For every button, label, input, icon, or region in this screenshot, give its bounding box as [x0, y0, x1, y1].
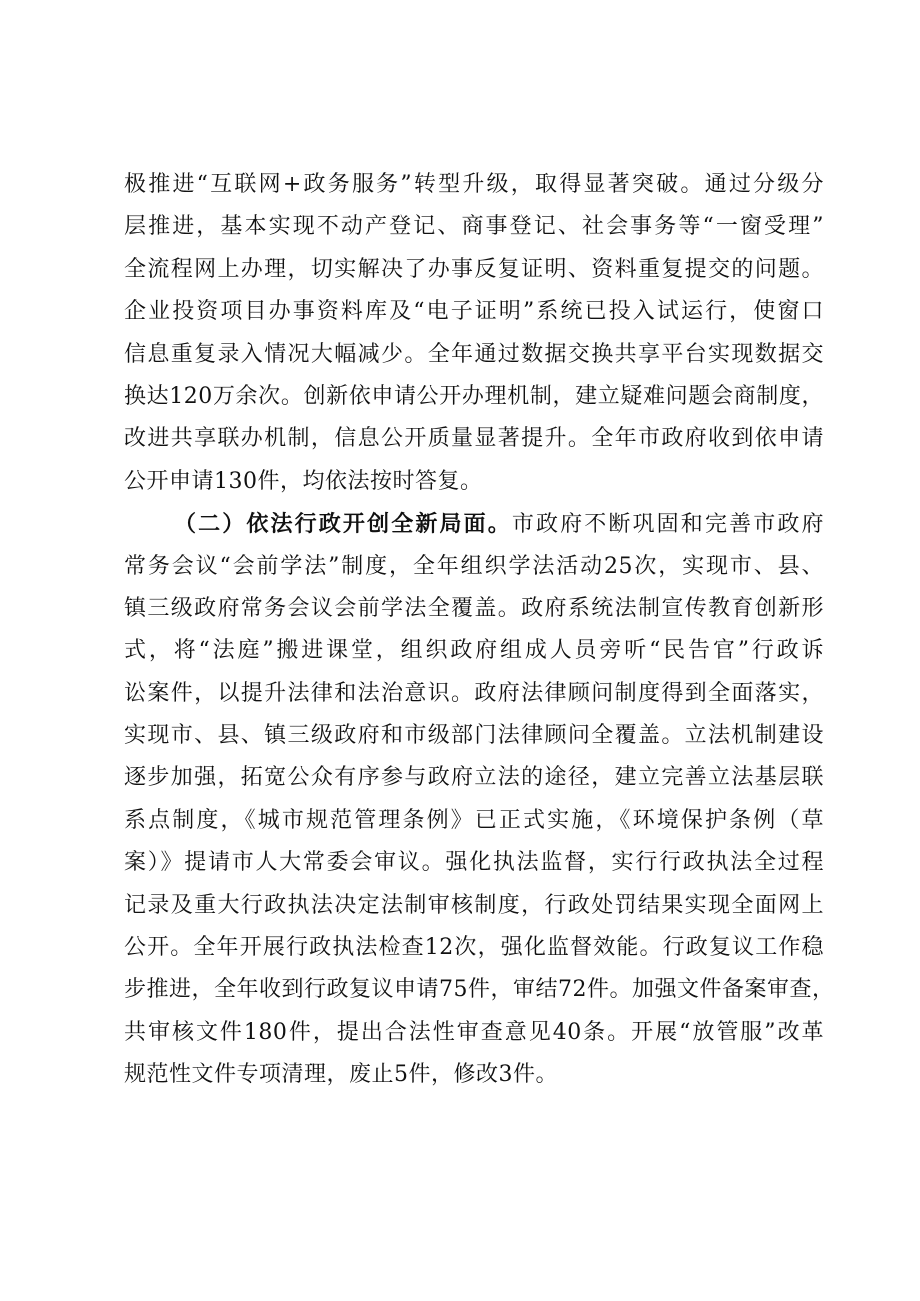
text-line: 规范性文件专项清理，废止5件，修改3件。 — [124, 1062, 558, 1088]
text-line: 共审核文件180件，提出合法性审查意见40条。开展“放管服”改革 — [124, 1019, 824, 1045]
text-line: 实现市、县、镇三级政府和市级部门法律顾问全覆盖。立法机制建设 — [124, 723, 824, 749]
heading-line-text: 市政府不断巩固和完善市政府 — [511, 512, 824, 538]
document-body — [124, 164, 835, 1097]
text-line: 常务会议“会前学法”制度，全年组织学法活动25次，实现市、县、 — [124, 553, 824, 579]
text-line: 信息重复录入情况大幅减少。全年通过数据交换共享平台实现数据交 — [124, 341, 824, 367]
text-line — [124, 503, 824, 545]
paragraph-rule-of-law-administration — [124, 503, 835, 1096]
text-line: 式，将“法庭”搬进课堂，组织政府组成人员旁听“民告官”行政诉 — [124, 638, 824, 664]
text-line: 步推进，全年收到行政复议申请75件，审结72件。加强文件备案审查， — [124, 977, 835, 1003]
text-line: 改进共享联办机制，信息公开质量显著提升。全年市政府收到依申请 — [124, 426, 824, 452]
text-line: 系点制度，《城市规范管理条例》已正式实施，《环境保护条例（草 — [124, 807, 824, 833]
text-line: 镇三级政府常务会议会前学法全覆盖。政府系统法制宣传教育创新形 — [124, 595, 824, 621]
text-line: 逐步加强，拓宽公众有序参与政府立法的途径，建立完善立法基层联 — [124, 765, 824, 791]
text-line: 层推进，基本实现不动产登记、商事登记、社会事务等“一窗受理” — [124, 214, 824, 240]
paragraph-internet-government-services — [124, 164, 824, 503]
text-line: 换达120万余次。创新依申请公开办理机制，建立疑难问题会商制度， — [124, 383, 824, 409]
text-line: 公开申请130件，均依法按时答复。 — [124, 468, 483, 494]
text-line: 全流程网上办理，切实解决了办事反复证明、资料重复提交的问题。 — [124, 256, 824, 282]
text-line: 公开。全年开展行政执法检查12次，强化监督效能。行政复议工作稳 — [124, 935, 824, 961]
text-line: 案）》提请市人大常委会审议。强化执法监督，实行行政执法全过程 — [124, 850, 824, 876]
text-line: 记录及重大行政执法决定法制审核制度，行政处罚结果实现全面网上 — [124, 892, 824, 918]
text-line: 企业投资项目办事资料库及“电子证明”系统已投入试运行，使窗口 — [124, 299, 824, 325]
text-line: 讼案件，以提升法律和法治意识。政府法律顾问制度得到全面落实， — [124, 680, 824, 706]
section-heading: （二）依法行政开创全新局面。 — [174, 511, 512, 538]
text-line: 极推进“互联网+政务服务”转型升级，取得显著突破。通过分级分 — [124, 172, 824, 197]
